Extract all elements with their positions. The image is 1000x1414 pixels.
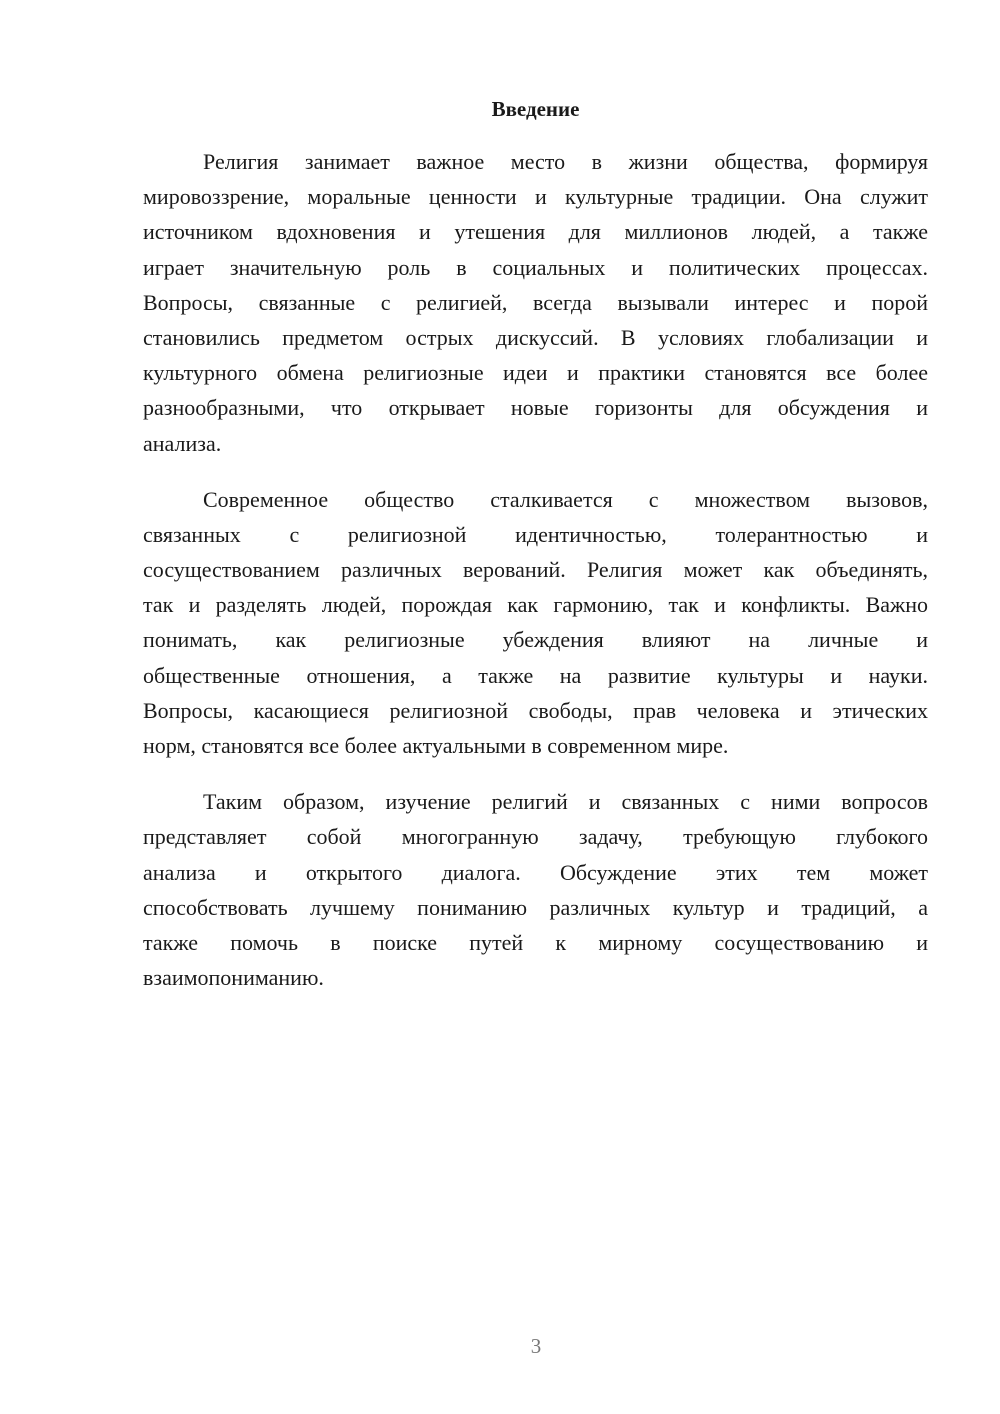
text-line: способствовать лучшему пониманию различных культур и традиций, а <box>143 894 928 920</box>
text-line: мировоззрение, моральные ценности и культурные традиции. Она служит <box>143 184 928 210</box>
text-line: культурного обмена религиозные идеи и практики становятся все более <box>143 360 928 386</box>
paragraph <box>143 482 928 764</box>
text-line: Вопросы, касающиеся религиозной свободы, прав человека и этических <box>143 697 928 723</box>
text-line: взаимопониманию. <box>143 965 324 991</box>
paragraph <box>143 144 928 461</box>
text-line: также помочь в поиске путей к мирному сосуществованию и <box>143 929 928 955</box>
text-line: общественные отношения, а также на развитие культуры и науки. <box>143 662 928 688</box>
text-line: анализа. <box>143 430 222 456</box>
text-line: сосуществованием различных верований. Религия может как объединять, <box>143 557 928 583</box>
page-number: 3 <box>530 1334 542 1358</box>
text-line: норм, становятся все более актуальными в современном мире. <box>143 733 729 758</box>
text-line: играет значительную роль в социальных и политических процессах. <box>143 254 928 280</box>
text-line: связанных с религиозной идентичностью, толерантностью и <box>143 521 928 547</box>
text-line: понимать, как религиозные убеждения влияют на личные и <box>143 627 928 653</box>
document-body <box>143 144 928 1016</box>
text-line: так и разделять людей, порождая как гармонию, так и конфликты. Важно <box>143 592 928 618</box>
text-line: представляет собой многогранную задачу, требующую глубокого <box>143 824 928 850</box>
paragraph <box>143 784 928 995</box>
text-line: Вопросы, связанные с религией, всегда вызывали интерес и порой <box>143 289 928 315</box>
text-line: Таким образом, изучение религий и связанных с ними вопросов <box>203 789 928 815</box>
text-line: источником вдохновения и утешения для миллионов людей, а также <box>143 219 928 245</box>
text-line: Современное общество сталкивается с множеством вызовов, <box>203 486 928 512</box>
text-line: анализа и открытого диалога. Обсуждение этих тем может <box>143 859 928 885</box>
text-line: становились предметом острых дискуссий. В условиях глобализации и <box>143 324 928 350</box>
text-line: разнообразными, что открывает новые горизонты для обсуждения и <box>143 395 928 421</box>
page-title: Введение <box>491 97 580 121</box>
text-line: Религия занимает важное место в жизни общества, формируя <box>203 149 928 174</box>
